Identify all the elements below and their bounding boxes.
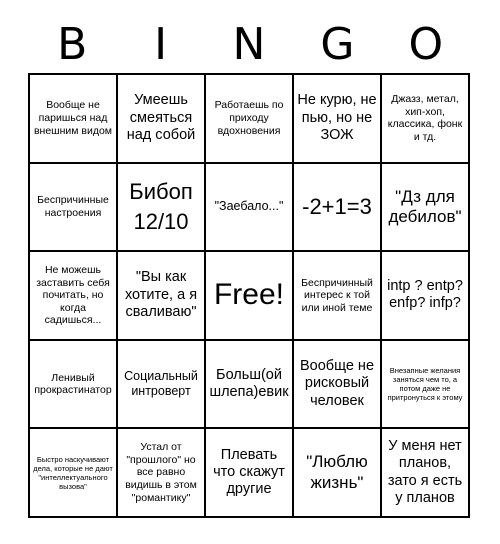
bingo-cell-r2c2[interactable]: Бибоп 12/10 (117, 163, 205, 252)
bingo-cell-r1c4[interactable]: Не курю, не пью, но не ЗОЖ (293, 74, 381, 163)
bingo-cell-r4c3[interactable]: Больш(ой шлепа)евик (205, 340, 293, 429)
bingo-cell-r1c3[interactable]: Работаешь по приходу вдохновения (205, 74, 293, 163)
header-letter-g: G (320, 18, 355, 70)
bingo-cell-free[interactable]: Free! (205, 251, 293, 340)
bingo-cell-r2c3[interactable]: "Заебало..." (205, 163, 293, 252)
bingo-cell-r3c2[interactable]: "Вы как хотите, а я сваливаю" (117, 251, 205, 340)
bingo-cell-r4c1[interactable]: Ленивый прокрастинатор (29, 340, 117, 429)
bingo-cell-r5c5[interactable]: У меня нет планов, зато я есть у планов (381, 428, 469, 517)
bingo-header (28, 14, 470, 74)
bingo-cell-r2c1[interactable]: Беспричинные настроения (29, 163, 117, 252)
header-letter-n: N (232, 18, 266, 70)
bingo-cell-r2c4[interactable]: -2+1=3 (293, 163, 381, 252)
bingo-cell-r1c2[interactable]: Умеешь смеяться над собой (117, 74, 205, 163)
header-letter-i: I (154, 18, 168, 70)
bingo-cell-r3c1[interactable]: Не можешь заставить себя почитать, но когда садишься... (29, 251, 117, 340)
bingo-cell-r2c5[interactable]: "Дз для дебилов" (381, 163, 469, 252)
bingo-cell-r1c5[interactable]: Джазз, метал, хип-хоп, классика, фонк и тд. (381, 74, 469, 163)
bingo-cell-r5c1[interactable]: Быстро наскучивают дела, которые не дают "интеллектуального вызова" (29, 428, 117, 517)
bingo-cell-r4c2[interactable]: Социальный интроверт (117, 340, 205, 429)
header-letter-o: O (408, 18, 444, 70)
bingo-cell-r3c5[interactable]: intp ? entp? enfp? infp? (381, 251, 469, 340)
bingo-board (28, 73, 470, 518)
bingo-cell-r1c1[interactable]: Вообще не паришься над внешним видом (29, 74, 117, 163)
bingo-cell-r3c4[interactable]: Беспричинный интерес к той или иной теме (293, 251, 381, 340)
header-letter-b: B (57, 18, 88, 70)
bingo-cell-r5c3[interactable]: Плевать что скажут другие (205, 428, 293, 517)
bingo-cell-r5c4[interactable]: "Люблю жизнь" (293, 428, 381, 517)
bingo-cell-r5c2[interactable]: Устал от "прошлого" но все равно видишь в этом "романтику" (117, 428, 205, 517)
bingo-cell-r4c4[interactable]: Вообще не рисковый человек (293, 340, 381, 429)
bingo-cell-r4c5[interactable]: Внезапные желания заняться чем то, а потом даже не притронуться к этому (381, 340, 469, 429)
